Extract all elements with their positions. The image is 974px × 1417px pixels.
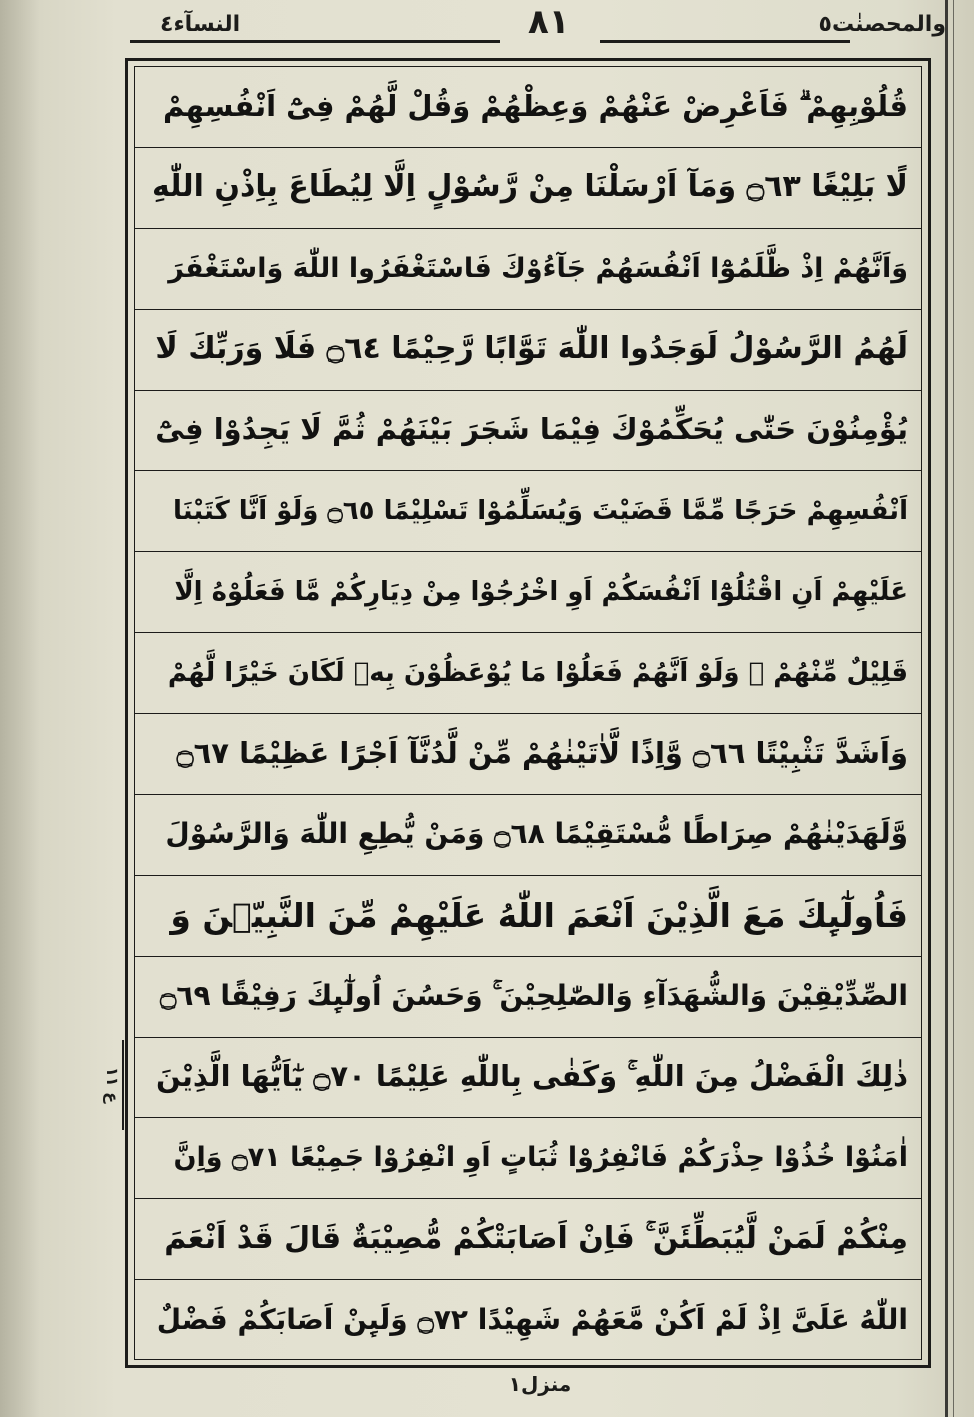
verse-line-text: عَلَیْهِمْ اَنِ اقْتُلُوْٓا اَنْفُسَكُمْ اَوِ اخْرُجُوْا مِنْ دِیَارِكُمْ مَّا فَعَلُوْهُ اِلَّا bbox=[174, 576, 908, 607]
verse-line bbox=[0, 713, 922, 794]
verse-line-text: قَلِیْلٌ مِّنْهُمْ ۗ وَلَوْ اَنَّهُمْ فَعَلُوْا مَا یُوْعَظُوْنَ بِهٖ لَكَانَ خَیْرًا لَّهُمْ bbox=[167, 657, 908, 688]
line-rule bbox=[134, 147, 922, 148]
line-rule bbox=[134, 1198, 922, 1199]
verse-line-text: لًا بَلِیْغًا ۝٦٣ وَمَآ اَرْسَلْنَا مِنْ رَّسُوْلٍ اِلَّا لِیُطَاعَ بِاِذْنِ اللّٰهِ bbox=[151, 169, 908, 205]
ruku-mark: ع ١١ bbox=[98, 1040, 124, 1130]
line-rule bbox=[134, 390, 922, 391]
verse-line-text: مِنْكُمْ لَمَنْ لَّیُبَطِّئَنَّ ۚ فَاِنْ اَصَابَتْكُمْ مُّصِیْبَةٌ قَالَ قَدْ اَنْعَمَ bbox=[164, 1220, 908, 1256]
line-rule bbox=[134, 794, 922, 795]
page-number: ٨١ bbox=[528, 2, 570, 42]
line-rule bbox=[134, 551, 922, 552]
verse-line-text: یُؤْمِنُوْنَ حَتّٰى یُحَكِّمُوْكَ فِیْمَا شَجَرَ بَیْنَهُمْ ثُمَّ لَا یَجِدُوْا فِیْٓ bbox=[155, 412, 908, 447]
verse-line bbox=[0, 1117, 922, 1198]
line-rule bbox=[134, 228, 922, 229]
line-rule bbox=[134, 1117, 922, 1118]
verse-line bbox=[0, 956, 922, 1037]
verse-line bbox=[0, 228, 922, 309]
verse-line-text: اٰمَنُوْا خُذُوْا حِذْرَكُمْ فَانْفِرُوْا ثُبَاتٍ اَوِ انْفِرُوْا جَمِیْعًا ۝٧١ وَاِنَّ bbox=[173, 1142, 908, 1174]
verse-line bbox=[0, 1198, 922, 1279]
header-rule-left bbox=[130, 40, 500, 43]
verse-line-text: وَاَشَدَّ تَثْبِیْتًا ۝٦٦ وَّاِذًا لَّاٰتَیْنٰهُمْ مِّنْ لَّدُنَّآ اَجْرًا عَظِیْمًا ۝٦٧ bbox=[176, 735, 908, 770]
verse-line-text: اَنْفُسِهِمْ حَرَجًا مِّمَّا قَضَیْتَ وَیُسَلِّمُوْا تَسْلِیْمًا ۝٦٥ وَلَوْ اَنَّا كَتَبْنَا bbox=[172, 495, 908, 526]
line-rule bbox=[134, 309, 922, 310]
page-header bbox=[120, 2, 950, 50]
binding-edge-thin bbox=[953, 0, 954, 1417]
verse-line-text: وَّلَهَدَیْنٰهُمْ صِرَاطًا مُّسْتَقِیْمًا ۝٦٨ وَمَنْ یُّطِعِ اللّٰهَ وَالرَّسُوْلَ bbox=[165, 817, 908, 851]
binding-edge bbox=[945, 0, 948, 1417]
verse-line-text: وَاَنَّهُمْ اِذْ ظَّلَمُوْٓا اَنْفُسَهُمْ جَآءُوْكَ فَاسْتَغْفَرُوا اللّٰهَ وَاسْتَغْفَرَ bbox=[168, 252, 908, 284]
verse-line-text: الصِّدِّیْقِیْنَ وَالشُّهَدَآءِ وَالصّٰلِحِیْنَ ۚ وَحَسُنَ اُولٰٓىِٕكَ رَفِیْقًا ۝٦٩ bbox=[159, 979, 908, 1013]
line-rule bbox=[134, 713, 922, 714]
verse-line bbox=[0, 1037, 922, 1118]
surah-name: النسآء٤ bbox=[160, 12, 241, 37]
verse-line bbox=[0, 794, 922, 875]
line-rule bbox=[134, 632, 922, 633]
verse-line-text: ذٰلِكَ الْفَضْلُ مِنَ اللّٰهِ ۚ وَكَفٰى بِاللّٰهِ عَلِیْمًا ۝٧٠ یٰٓاَیُّهَا الَّذِیْنَ bbox=[155, 1059, 908, 1094]
line-rule bbox=[134, 1279, 922, 1280]
line-rule bbox=[134, 470, 922, 471]
line-rule bbox=[134, 956, 922, 957]
verse-lines bbox=[0, 66, 922, 1360]
verse-line bbox=[0, 551, 922, 632]
verse-line-text: اللّٰهُ عَلَیَّ اِذْ لَمْ اَكُنْ مَّعَهُمْ شَهِیْدًا ۝٧٢ وَلَىِٕنْ اَصَابَكُمْ فَضْلٌ bbox=[156, 1302, 908, 1336]
header-rule-right bbox=[600, 40, 850, 43]
verse-line bbox=[0, 147, 922, 228]
verse-line bbox=[0, 875, 922, 956]
verse-line bbox=[0, 309, 922, 390]
verse-line-text: لَهُمُ الرَّسُوْلُ لَوَجَدُوا اللّٰهَ تَوَّابًا رَّحِیْمًا ۝٦٤ فَلَا وَرَبِّكَ لَا bbox=[155, 331, 908, 367]
line-rule bbox=[134, 1037, 922, 1038]
verse-line bbox=[0, 66, 922, 147]
juz-name: والمحصنٰت٥ bbox=[818, 12, 946, 37]
verse-line-text: قُلُوْبِهِمْ ۗ فَاَعْرِضْ عَنْهُمْ وَعِظْهُمْ وَقُلْ لَّهُمْ فِیْٓ اَنْفُسِهِمْ bbox=[162, 88, 908, 123]
verse-line bbox=[0, 470, 922, 551]
line-rule bbox=[134, 875, 922, 876]
verse-line-text: فَاُولٰٓىِٕكَ مَعَ الَّذِیْنَ اَنْعَمَ اللّٰهُ عَلَیْهِمْ مِّنَ النَّبِیّٖنَ وَ bbox=[170, 895, 908, 935]
verse-line bbox=[0, 632, 922, 713]
manzil-label: منزل١ bbox=[508, 1372, 572, 1396]
verse-line bbox=[0, 1279, 922, 1360]
verse-line bbox=[0, 390, 922, 471]
